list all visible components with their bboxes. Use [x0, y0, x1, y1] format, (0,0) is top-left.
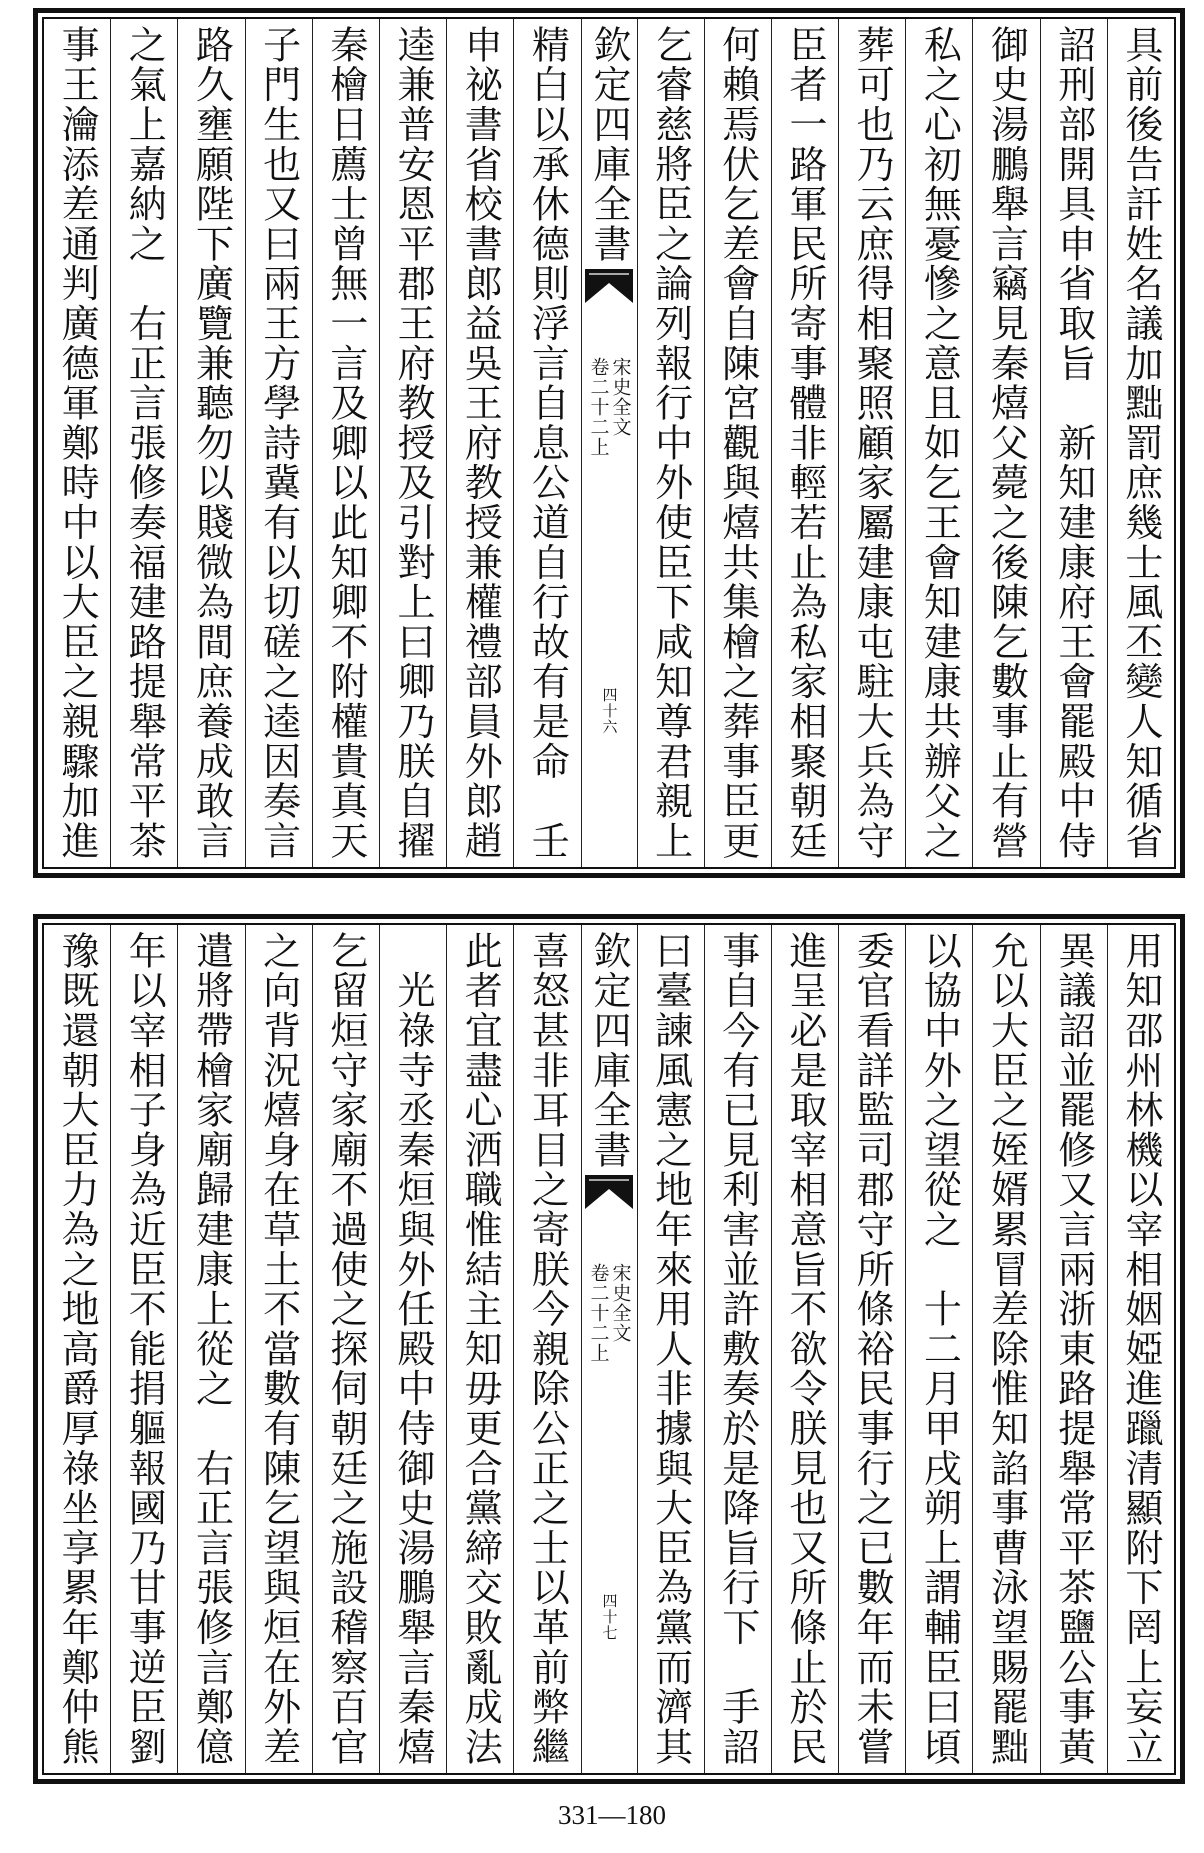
column-text: 申祕書省校書郎益吳王府教授兼權禮部員外郎趙	[458, 25, 503, 861]
column-text: 事自今有已見利害並許敷奏於是降旨行下 手詔	[715, 931, 760, 1767]
book-info	[589, 357, 630, 457]
column-text: 子門生也又曰兩王方學詩冀有以切磋之逵因奏言	[256, 25, 301, 861]
text-column-r4	[905, 925, 972, 1773]
text-column-r1	[1107, 19, 1174, 867]
text-column-r7	[704, 19, 771, 867]
text-column-l2	[446, 19, 513, 867]
column-text: 喜怒甚非耳目之寄朕今親除公正之士以革前弊繼	[525, 931, 570, 1767]
column-text: 曰臺諫風憲之地年來用人非據與大臣為黨而濟其	[648, 931, 693, 1767]
text-column-l4	[312, 19, 379, 867]
folio-number: 四十六	[600, 687, 619, 735]
collection-title: 欽定四庫全書	[587, 931, 631, 1170]
column-text: 乞留烜守家廟不過使之探伺朝廷之施設稽察百官	[323, 931, 368, 1767]
text-column-l4	[312, 925, 379, 1773]
column-text: 路久壅願陛下廣覽兼聽勿以賤微為間庶養成敢言	[189, 25, 234, 861]
column-text: 詔刑部開具申省取旨 新知建康府王會罷殿中侍	[1051, 25, 1096, 861]
text-column-r5	[838, 19, 905, 867]
book-title: 宋史全文	[609, 357, 632, 437]
column-text: 之氣上嘉納之 右正言張修奏福建路提舉常平茶	[122, 25, 167, 861]
text-column-l7	[110, 19, 177, 867]
text-column-l3	[379, 925, 446, 1773]
text-column-l7	[110, 925, 177, 1773]
column-text: 用知邵州林機以宰相姻婭進躐清顯附下罔上妄立	[1118, 931, 1163, 1767]
upper-page-panel	[33, 8, 1185, 878]
text-column-r7	[704, 925, 771, 1773]
text-column-l1	[513, 19, 580, 867]
text-column-r5	[838, 925, 905, 1773]
text-column-r8	[637, 19, 704, 867]
text-column-r2	[1040, 925, 1107, 1773]
text-column-r3	[972, 925, 1039, 1773]
text-column-r4	[905, 19, 972, 867]
book-info	[589, 1263, 630, 1363]
column-text: 御史湯鵬舉言竊見秦熺父薨之後陳乞數事止有營	[984, 25, 1029, 861]
text-column-l2	[446, 925, 513, 1773]
page-number: 331—180	[558, 1800, 666, 1830]
column-text: 乞睿慈將臣之論列報行中外使臣下咸知尊君親上	[648, 25, 693, 861]
column-text: 葬可也乃云庶得相聚照顧家屬建康屯駐大兵為守	[850, 25, 895, 861]
column-text: 精白以承休德則浮言自息公道自行故有是命 壬	[525, 25, 570, 861]
text-column-l3	[379, 19, 446, 867]
column-text: 私之心初無憂慘之意且如乞王會知建康共辦父之	[917, 25, 962, 861]
column-text: 委官看詳監司郡守所條裕民事行之已數年而未嘗	[850, 931, 895, 1767]
column-text: 以協中外之望從之 十二月甲戌朔上謂輔臣曰頃	[917, 931, 962, 1767]
banxin-center-column	[581, 925, 637, 1773]
column-text: 異議詔並罷修又言兩浙東路提舉常平茶鹽公事黃	[1051, 931, 1096, 1767]
text-column-l6	[177, 925, 244, 1773]
text-column-l8	[44, 19, 110, 867]
fish-tail-mark	[585, 1175, 633, 1209]
lower-page-frame	[42, 923, 1176, 1775]
column-text: 之向背況熺身在草土不當數有陳乞望與烜在外差	[256, 931, 301, 1767]
text-column-r1	[1107, 925, 1174, 1773]
folio-number: 四十七	[600, 1593, 619, 1641]
lower-page-panel	[33, 914, 1185, 1784]
fish-tail-mark	[585, 269, 633, 303]
collection-title: 欽定四庫全書	[587, 25, 631, 264]
juan-number: 卷二十二上	[587, 357, 610, 457]
column-text: 事王瀹添差通判廣德軍鄭時中以大臣之親驟加進	[55, 25, 100, 861]
column-text: 年以宰相子身為近臣不能捐軀報國乃甘事逆臣劉	[122, 931, 167, 1767]
column-text: 秦檜日薦士曾無一言及卿以此知卿不附權貴真天	[323, 25, 368, 861]
text-column-r2	[1040, 19, 1107, 867]
text-column-r6	[771, 19, 838, 867]
upper-page-frame	[42, 17, 1176, 869]
column-text: 臣者一路軍民所寄事體非輕若止為私家相聚朝廷	[782, 25, 827, 861]
text-column-l6	[177, 19, 244, 867]
column-text: 光祿寺丞秦烜與外任殿中侍御史湯鵬舉言秦熺	[391, 931, 436, 1767]
text-column-r6	[771, 925, 838, 1773]
text-column-r3	[972, 19, 1039, 867]
text-column-l5	[245, 19, 312, 867]
column-text: 此者宜盡心洒職惟結主知毋更合黨締交敗亂成法	[458, 931, 503, 1767]
column-text: 允以大臣之姪婿累冒差除惟知諂事曹泳望賜罷黜	[984, 931, 1029, 1767]
column-text: 進呈必是取宰相意旨不欲令朕見也又所條止於民	[782, 931, 827, 1767]
banxin-center-column	[581, 19, 637, 867]
text-column-l8	[44, 925, 110, 1773]
text-column-r8	[637, 925, 704, 1773]
column-text: 遣將帶檜家廟歸建康上從之 右正言張修言鄭億	[189, 931, 234, 1767]
text-column-l1	[513, 925, 580, 1773]
juan-number: 卷二十二上	[587, 1263, 610, 1363]
book-title: 宋史全文	[609, 1263, 632, 1343]
column-text: 具前後告訐姓名議加黜罰庶幾士風丕變人知循省	[1118, 25, 1163, 861]
text-column-l5	[245, 925, 312, 1773]
column-text: 何賴焉伏乞差會自陳宮觀與熺共集檜之葬事臣更	[715, 25, 760, 861]
column-text: 逵兼普安恩平郡王府教授及引對上曰卿乃朕自擢	[391, 25, 436, 861]
column-text: 豫既還朝大臣力為之地高爵厚祿坐享累年鄭仲熊	[55, 931, 100, 1767]
